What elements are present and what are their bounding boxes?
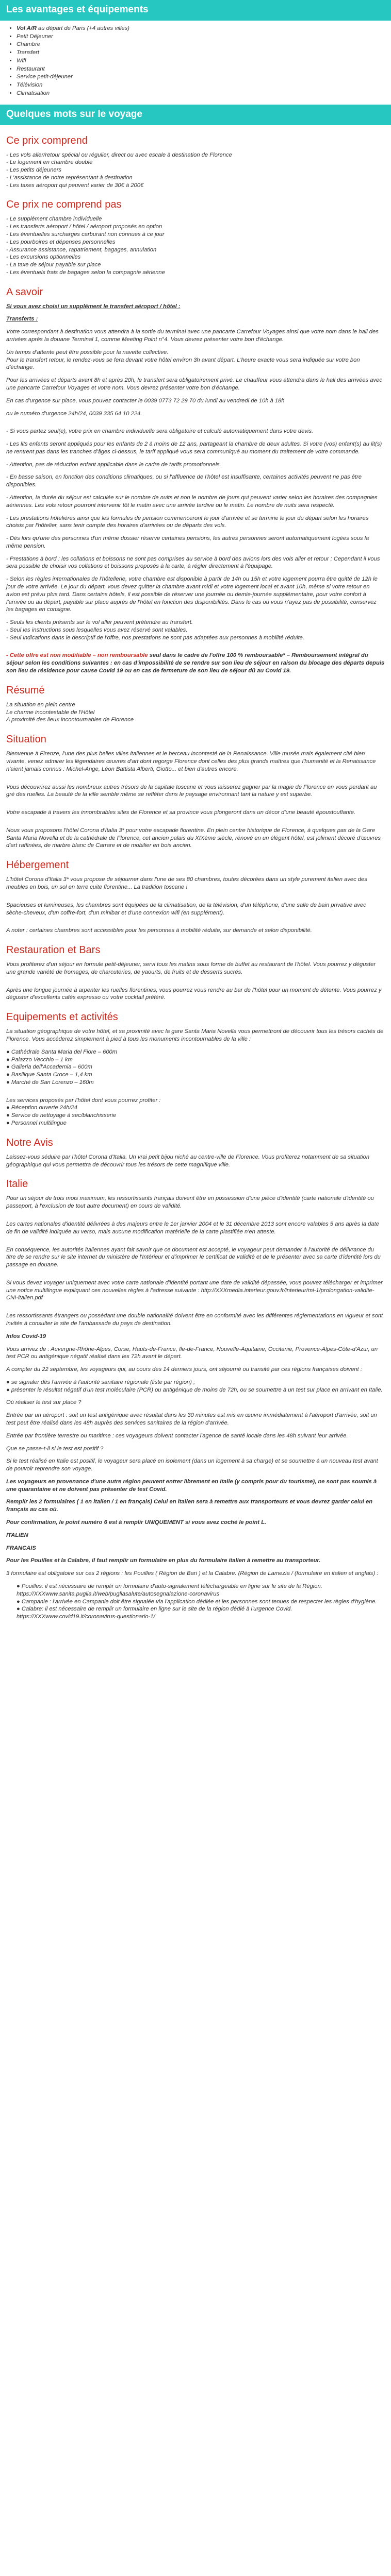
equipment-item	[17, 90, 385, 97]
region-link: https://XXXwww.sanita.puglia.it/web/pugliasalute/autosegnalazione-coronavirus	[17, 1590, 220, 1597]
excluded-item: - Le supplément chambre individuelle	[6, 216, 102, 223]
regions-paragraph: 3 formulaire est obligatoire sur ces 2 régions : les Pouilles ( Région de Bari ) et la Calabre. (Région de Lamezia / (formulaire en italien et anglais) :	[6, 1570, 379, 1577]
situation-title: Situation	[6, 734, 46, 745]
equipment-item-text: Service petit-déjeuner	[17, 74, 73, 80]
situation-paragraph: Votre escapade à travers les innombrables sites de Florence et sa province vous plongeront dans un décor d'une beauté époustouflante.	[6, 809, 356, 816]
place-item: ● Marché de San Lorenzo – 160m	[6, 1079, 94, 1086]
excluded-item: - Les excursions optionnelles	[6, 254, 81, 261]
a-savoir-title: A savoir	[6, 286, 43, 298]
info-line: - Seul les instructions sous lesquelles vous avez réservé sont valables.	[6, 626, 188, 633]
resume-title: Résumé	[6, 684, 45, 696]
excluded-item: - Les transferts aéroport / hôtel / aéroport proposés en option	[6, 224, 162, 230]
included-list	[6, 151, 385, 190]
italie-title: Italie	[6, 1178, 28, 1190]
resume-list	[6, 701, 385, 724]
covid-paragraph: Remplir les 2 formulaires ( 1 en italien / 1 en français) Celui en italien sera à remettre aux transporteurs et vous devrez garder celui en français au cas où.	[6, 1499, 373, 1513]
excluded-title: Ce prix ne comprend pas	[6, 199, 122, 211]
info-item: - Prestations à bord : les collations et boissons ne sont pas comprises au service à bord des avions lors des vols aller et retour ; Cependant il vous sera possible de choisir vos collations et boissons proposés à la carte, à régler directement à l'équipage.	[6, 555, 380, 570]
places-list	[6, 1048, 385, 1087]
region-item: ● Pouilles: il est nécessaire de remplir un formulaire d'auto-signalement téléchargeable en ligne sur le site de la Région.	[17, 1583, 322, 1589]
transfer-paragraph: ou le numéro d'urgence 24h/24, 0039 335 64 10 224.	[6, 410, 142, 417]
equipment-item	[17, 25, 385, 32]
equipment-item-bold: Vol A/R	[17, 25, 37, 31]
info-item	[6, 619, 385, 641]
covid-refund-text: seul dans le cadre de l'offre 100 % remboursable* – Remboursement intégral du séjour selon les conditions suivantes : en cas d'impossibilité de se rendre sur son lieu de séjour en raison du blocage des départs depuis son lieu de résidence pour cause Covid 19 ou en cas de fermeture de son lieu de séjour dû au Covid 19.	[6, 652, 385, 674]
equipment-item-text: Restaurant	[17, 65, 45, 72]
info-item: - Selon les règles internationales de l'hôtellerie, votre chambre est disponible à partir de 14h ou 15h et votre logement pourra être quitté de 12h le jour de votre arrivée. Le jour du départ, vous devez quitter la chambre avant midi et votre logement local et avant 10h, même si votre retour en avion est prévu plus tard. Dans certains hôtels, il est possible de réserver une journée ou demie-journée supplémentaire, pour votre confort à l'arrivée ou au départ, payable sur place auprès de l'hôtel en fonction des disponibilités. Dans le cas où vous n'ayez pas de possibilité, conservez les bagages en consigne.	[6, 576, 378, 613]
region-item: ● Campanie : l'arrivée en Campanie doit être signalée via l'application dédiée et les personnes sont tenues de respecter les règles d'hygiène.	[17, 1598, 377, 1605]
excluded-item: - Les éventuelles surcharges carburant non connues à ce jour	[6, 231, 165, 238]
covid-refund-highlight: - Cette offre est non modifiable – non remboursable	[6, 652, 148, 659]
about-banner: Quelques mots sur le voyage	[0, 105, 391, 125]
services-intro: Les services proposés par l'hôtel dont vous pourrez profiter :	[6, 1097, 161, 1104]
info-item: - En basse saison, en fonction des conditions climatiques, ou si l'affluence de l'hôtel est insuffisante, certaines activités peuvent ne pas être disponibles.	[6, 474, 362, 488]
transfer-paragraph: Pour les arrivées et départs avant 8h et après 20h, le transfert sera obligatoirement privé. Le chauffeur vous attendra dans le hall des arrivées avec une pancarte Carrefour Voyages et votre nom. Vous devrez présenter votre bon d'échange.	[6, 377, 382, 391]
equipment-item-text: Wifi	[17, 57, 26, 64]
regions-list	[6, 1583, 385, 1621]
covid-item: ● se signaler dès l'arrivée à l'autorité sanitaire régionale (liste par région) ;	[6, 1379, 196, 1385]
hebergement-section	[6, 876, 385, 935]
info-item: - Les prestations hôtelières ainsi que les formules de pension commenceront le jour d'arrivée et se termine le jour du départ selon les horaires choisis par l'hôtelier, sans tenir compte des horaires d'arrivées ou de départs des vols.	[6, 515, 369, 529]
italie-section	[6, 1195, 385, 1620]
equipment-item	[17, 41, 385, 48]
notre-avis-title: Notre Avis	[6, 1137, 53, 1148]
equipment-item	[17, 65, 385, 73]
hebergement-paragraph: A noter : certaines chambres sont accessibles pour les personnes à mobilité réduite, sur demande et selon disponibilité.	[6, 927, 312, 934]
excluded-item: - La taxe de séjour payable sur place	[6, 262, 101, 268]
transfer-paragraph	[6, 349, 385, 371]
italie-paragraph: Les ressortissants étrangers ou possédant une double nationalité doivent être en conformité avec les différentes réglementations en vigueur et sont invités à consulter le site de l'ambassade du pays de destination.	[6, 1313, 383, 1327]
covid-item: ● présenter le résultat négatif d'un test moléculaire (PCR) ou antigénique de moins de 72h, ou se soumettre à un test sur place en arrivant en Italie.	[6, 1386, 383, 1393]
equipment-item	[17, 57, 385, 65]
italie-paragraph: En conséquence, les autorités italiennes ayant fait savoir que ce document est accepté, le voyageur peut demander à l'autorité de délivrance du titre de se rendre sur le site internet du ministère de l'Intérieur et d'imprimer le certificat de validité et de le présenter avec sa carte d'identité lors du passage en douane.	[6, 1246, 381, 1268]
excluded-item: - Assurance assistance, rapatriement, bagages, annulation	[6, 246, 157, 253]
place-item: ● Basilique Santa Croce – 1,4 km	[6, 1072, 92, 1078]
region-item: ● Calabre: il est nécessaire de remplir un formulaire en ligne sur le site de la région dédié à l'urgence Covid.	[17, 1606, 292, 1613]
place-item: ● Galleria dell'Accademia – 600m	[6, 1064, 92, 1071]
place-item: ● Cathédrale Santa Maria del Fiore – 600m	[6, 1048, 118, 1055]
covid-paragraph: Où réaliser le test sur place ?	[6, 1399, 82, 1406]
transfer-line: Un temps d'attente peut être possible pour la navette collective.	[6, 349, 169, 355]
equipment-item-text: Télévision	[17, 82, 43, 89]
covid-paragraph: Les voyageurs en provenance d'une autre région peuvent entrer librement en Italie (y compris pour du tourisme), ne sont pas soumis à une quarantaine et ne doivent pas présenter de test Covid.	[6, 1478, 377, 1493]
equipment-banner: Les avantages et équipements	[0, 0, 391, 21]
restauration-section	[6, 961, 385, 1002]
resume-item: Le charme incontestable de l'Hôtel	[6, 709, 95, 716]
info-item: - Si vous partez seul(e), votre prix en chambre individuelle sera obligatoire et calculé automatiquement dans votre devis.	[6, 428, 314, 435]
transfer-paragraph: En cas d'urgence sur place, vous pouvez contacter le 0039 0773 72 29 70 du lundi au vendredi de 10h à 18h	[6, 397, 285, 404]
equipements-title: Equipements et activités	[6, 1011, 118, 1023]
equipment-item	[17, 81, 385, 89]
hebergement-paragraph: L'hôtel Corona d'Italia 3* vous propose de séjourner dans l'une de ses 80 chambres, toutes décorées dans un style purement italien avec des meubles en bois, un sol en terre cuite florentine... La tradition toscane !	[6, 876, 367, 890]
transfer-note: Si vous avez choisi un supplément le transfert aéroport / hôtel :	[6, 303, 181, 310]
equipment-item-text: Climatisation	[17, 90, 50, 96]
italie-paragraph: Si vous devez voyager uniquement avec votre carte nationale d'identité portant une date de validité dépassée, vous pouvez télécharger et imprimer une notice multilingue expliquant ces nouvelles règles à l'adresse suivante : http://XXXmedia.interieur.gouv.fr/interieur/mi-1/prolongation-validite-CNI-italien.pdf	[6, 1279, 383, 1301]
form-language-italian: ITALIEN	[6, 1532, 28, 1538]
info-item: - Les lits enfants seront appliqués pour les enfants de 2 à moins de 12 ans, partageant la chambre de deux adultes. Si votre (vos) enfant(s) au lit(s) ne rentrent pas dans les tranches d'âges ci-dessus, le tarif appliqué vous sera communiqué au moment du traitement de votre commande.	[6, 441, 382, 455]
covid-label: Infos Covid-19	[6, 1333, 46, 1340]
included-item: - Le logement en chambre double	[6, 159, 93, 166]
equipment-item	[17, 49, 385, 57]
service-item: ● Service de nettoyage à sec/blanchisserie	[6, 1112, 117, 1119]
transfer-paragraph: Votre correspondant à destination vous attendra à la sortie du terminal avec une pancarte Carrefour Voyages ainsi que votre nom dans le hall des arrivées après la douane Terminal 1, comme Meeting Point n°4. Vous devrez présenter votre bon d'échange.	[6, 329, 379, 343]
situation-paragraph: Bienvenue à Firenze, l'une des plus belles villes italiennes et le berceau incontesté de la Renaissance. Ville musée mais également cité bien vivante, venez admirer les légendaires œuvres d'art dont regorge Florence dont celles des plus grands maîtres que l'humanité et la Renaissance n'aient jamais connus : Michel-Ange, Léon Battista Alberti, Giotto... et bien d'autres encore.	[6, 751, 376, 772]
italie-paragraph: Pour un séjour de trois mois maximum, les ressortissants français doivent être en possession d'une pièce d'identité (carte nationale d'identité ou passeport, à l'exclusion de tout autre document) en cours de validité.	[6, 1195, 374, 1210]
place-item: ● Palazzo Vecchio – 1 km	[6, 1056, 73, 1063]
situation-section	[6, 750, 385, 850]
covid-paragraph: Vous arrivez de : Auvergne-Rhône-Alpes, Corse, Hauts-de-France, Ile-de-France, Nouvelle-Aquitaine, Occitanie, Provence-Alpes-Côte-d'Azur, un test PCR ou antigénique négatif réalisé dans les 72h avant le départ.	[6, 1346, 378, 1360]
situation-paragraph: Nous vous proposons l'hôtel Corona d'Italia 3* pour votre escapade florentine. En plein centre historique de Florence, à quelques pas de la Gare Santa Maria Novella et de la cathédrale de Florence, cet ancien palais du XIXème siècle, rénové en un élégant hôtel, est joliment décoré d'œuvres d'art raffinées, de marbre blanc de Carrare et de mobilier en bois ancien.	[6, 827, 381, 849]
excluded-list	[6, 215, 385, 276]
covid-paragraph: Que se passe-t-il si le test est positif ?	[6, 1445, 104, 1452]
equipment-item	[17, 73, 385, 81]
info-line: - Seul indications dans le descriptif de l'offre, nos prestations ne sont pas adaptées aux personnes à mobilité réduite.	[6, 634, 305, 641]
restauration-paragraph: Après une longue journée à arpenter les ruelles florentines, vous pourrez vous rendre au bar de l'hôtel pour un moment de détente. Vous pourrez y déguster d'excellents cafés expresso ou votre cocktail préféré.	[6, 987, 382, 1001]
equipment-item-text: au départ de Paris (+4 autres villes)	[36, 25, 129, 31]
equipements-section	[6, 1028, 385, 1127]
included-item: - Les petits déjeuners	[6, 167, 61, 174]
included-title: Ce prix comprend	[6, 134, 88, 146]
covid-paragraph: Pour confirmation, le point numéro 6 est à remplir UNIQUEMENT si vous avez coché le point L.	[6, 1519, 267, 1526]
transfer-line: Pour le transfert retour, le rendez-vous se fera devant votre hôtel environ 3h avant départ. L'heure exacte vous sera indiquée sur votre bon d'échange.	[6, 357, 360, 371]
region-link: https://XXXwww.covid19.it/coronavirus-questionario-1/	[17, 1614, 155, 1620]
equipment-list	[17, 25, 385, 97]
equipment-item	[17, 33, 385, 41]
covid-paragraph: Si le test réalisé en Italie est positif, le voyageur sera placé en isolement (dans un logement à sa charge) et se soumettre à un nouveau test avant de pouvoir reprendre son voyage.	[6, 1458, 378, 1472]
notre-avis-section	[6, 1154, 385, 1169]
equipment-item-text: Chambre	[17, 41, 41, 48]
info-item: - Attention, pas de réduction enfant applicable dans le cadre de tarifs promotionnels.	[6, 461, 221, 468]
restauration-title: Restauration et Bars	[6, 944, 101, 956]
included-item: - Les taxes aéroport qui peuvent varier de 30€ à 200€	[6, 182, 144, 189]
info-item: - Dès lors qu'une des personnes d'un même dossier réserve certaines pensions, les autres personnes seront automatiquement logées sous la même pension.	[6, 535, 369, 549]
equipment-item-text: Petit Déjeuner	[17, 33, 53, 40]
included-item: - L'assistance de notre représentant à destination	[6, 174, 133, 181]
services-list	[6, 1097, 385, 1127]
italie-paragraph: Les cartes nationales d'identité délivrées à des majeurs entre le 1er janvier 2004 et le 31 décembre 2013 sont encore valables 5 ans après la date de fin de validité indiquée au verso, mais aucune modification matérielle de la carte plastifiée n'en atteste.	[6, 1221, 379, 1235]
equipment-item-text: Transfert	[17, 49, 39, 56]
covid-paragraph: Entrée par un aéroport : soit un test antigénique avec résultat dans les 30 minutes est mis en œuvre immédiatement à l'aéroport d'arrivée, soit un test peut être réalisé dans les 48h auprès des services sanitaires de la région d'arrivée.	[6, 1412, 377, 1426]
resume-item: La situation en plein centre	[6, 701, 75, 708]
notre-avis-paragraph: Laissez-vous séduire par l'hôtel Corona d'Italia. Un vrai petit bijou niché au centre-ville de Florence. Vous profiterez notamment de sa situation géographique qui vous permettra de découvrir tous les trésors de cette magnifique ville.	[6, 1154, 370, 1168]
hebergement-title: Hébergement	[6, 859, 69, 871]
info-line: - Seuls les clients présents sur le vol aller peuvent prétendre au transfert.	[6, 619, 193, 626]
service-item: ● Réception ouverte 24h/24	[6, 1105, 77, 1111]
excluded-item: - Les pourboires et dépenses personnelles	[6, 239, 116, 245]
covid-list	[6, 1379, 385, 1394]
regions-title: Pour les Pouilles et la Calabre, il faut remplir un formulaire en plus du formulaire italien à remettre au transporteur.	[6, 1557, 321, 1564]
service-item: ● Personnel multilingue	[6, 1120, 67, 1127]
situation-paragraph: Vous découvrirez aussi les nombreux autres trésors de la capitale toscane et vous laisserez gagner par la magie de Florence en vous perdant au gré des ruelles. La beauté de la ville semble même se refléter dans le paysage environnant tant la nature y est superbe.	[6, 784, 377, 798]
transfers-label: Transferts :	[6, 316, 38, 323]
form-language-french: FRANCAIS	[6, 1545, 36, 1551]
info-item: - Attention, la durée du séjour est calculée sur le nombre de nuits et non le nombre de jours qui peuvent varier selon les horaires des compagnies aériennes. Les vols retour pourront intervenir tôt le matin avec une arrivée tardive ou le matin. Le nombre de nuits sera respecté.	[6, 494, 378, 509]
included-item: - Les vols aller/retour spécial ou régulier, direct ou avec escale à destination de Florence	[6, 151, 232, 158]
covid-refund-note	[6, 652, 385, 674]
a-savoir-section	[6, 303, 385, 675]
restauration-paragraph: Vous profiterez d'un séjour en formule petit-déjeuner, servi tous les matins sous forme de buffet au restaurant de l'hôtel. Vous pourrez y déguster une grande variété de fromages, de charcuteries, de yaourts, de fruits et de desserts sucrés.	[6, 961, 376, 975]
equipements-paragraph: La situation géographique de votre hôtel, et sa proximité avec la gare Santa Maria Novella vous permettront de découvrir tous les trésors cachés de Florence. Vous accéderez simplement à pied à tous les monuments incontournables de la ville :	[6, 1028, 384, 1042]
covid-paragraph: Entrée par frontière terrestre ou maritime : ces voyageurs doivent contacter l'agence de santé locale dans les 48h suivant leur arrivée.	[6, 1432, 348, 1439]
resume-item: A proximité des lieux incontournables de Florence	[6, 717, 134, 723]
covid-paragraph: A compter du 22 septembre, les voyageurs qui, au cours des 14 derniers jours, ont séjourné ou transité par ces régions françaises doivent :	[6, 1366, 362, 1373]
excluded-item: - Les éventuels frais de bagages selon la compagnie aérienne	[6, 269, 165, 276]
hebergement-paragraph: Spacieuses et lumineuses, les chambres sont équipées de la climatisation, de la télévision, d'un téléphone, d'une salle de bain privative avec sèche-cheveux, d'un coffre-fort, d'un minibar et d'une connexion wifi (en supplément).	[6, 902, 366, 916]
